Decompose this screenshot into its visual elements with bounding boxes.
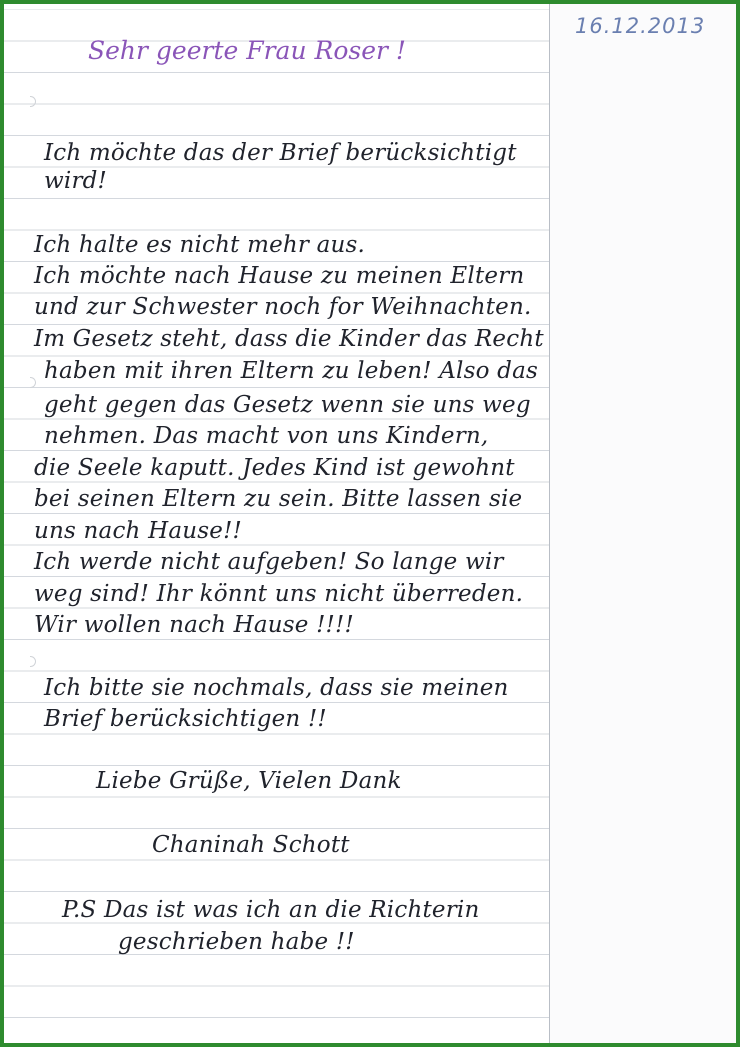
body-line: weg sind! Ihr könnt uns nicht überreden. [34, 581, 524, 607]
body-line: die Seele kaputt. Jedes Kind ist gewohnt [34, 455, 515, 481]
body-line: und zur Schwester noch for Weihnachten. [34, 294, 532, 320]
body-line: nehmen. Das macht von uns Kindern, [44, 423, 489, 449]
body-line: Ich werde nicht aufgeben! So lange wir [34, 549, 504, 575]
postscript-line: P.S Das ist was ich an die Richterin [62, 897, 480, 923]
letter-salutation: Sehr geerte Frau Roser ! [88, 36, 406, 65]
body-line: bei seinen Eltern zu sein. Bitte lassen sie [34, 486, 523, 512]
signature: Chaninah Schott [152, 832, 350, 858]
margin-rule [549, 4, 550, 1043]
margin-column [550, 4, 736, 1043]
body-line: Brief berücksichtigen !! [44, 706, 327, 732]
body-line: geht gegen das Gesetz wenn sie uns weg [44, 392, 531, 418]
body-line: Ich bitte sie nochmals, dass sie meinen [44, 675, 509, 701]
body-line: wird! [44, 168, 108, 194]
body-line: Ich halte es nicht mehr aus. [34, 232, 366, 258]
closing-line: Liebe Grüße, Vielen Dank [96, 768, 402, 794]
body-line: Ich möchte nach Hause zu meinen Eltern [34, 263, 525, 289]
postscript-line: geschrieben habe !! [118, 929, 355, 955]
body-line: haben mit ihren Eltern zu leben! Also das [44, 358, 538, 384]
body-line: uns nach Hause!! [34, 518, 242, 544]
body-line: Ich möchte das der Brief berücksichtigt [44, 140, 517, 166]
letter-date: 16.12.2013 [575, 14, 706, 38]
body-line: Im Gesetz steht, dass die Kinder das Recht [34, 326, 544, 352]
body-line: Wir wollen nach Hause !!!! [34, 612, 354, 638]
